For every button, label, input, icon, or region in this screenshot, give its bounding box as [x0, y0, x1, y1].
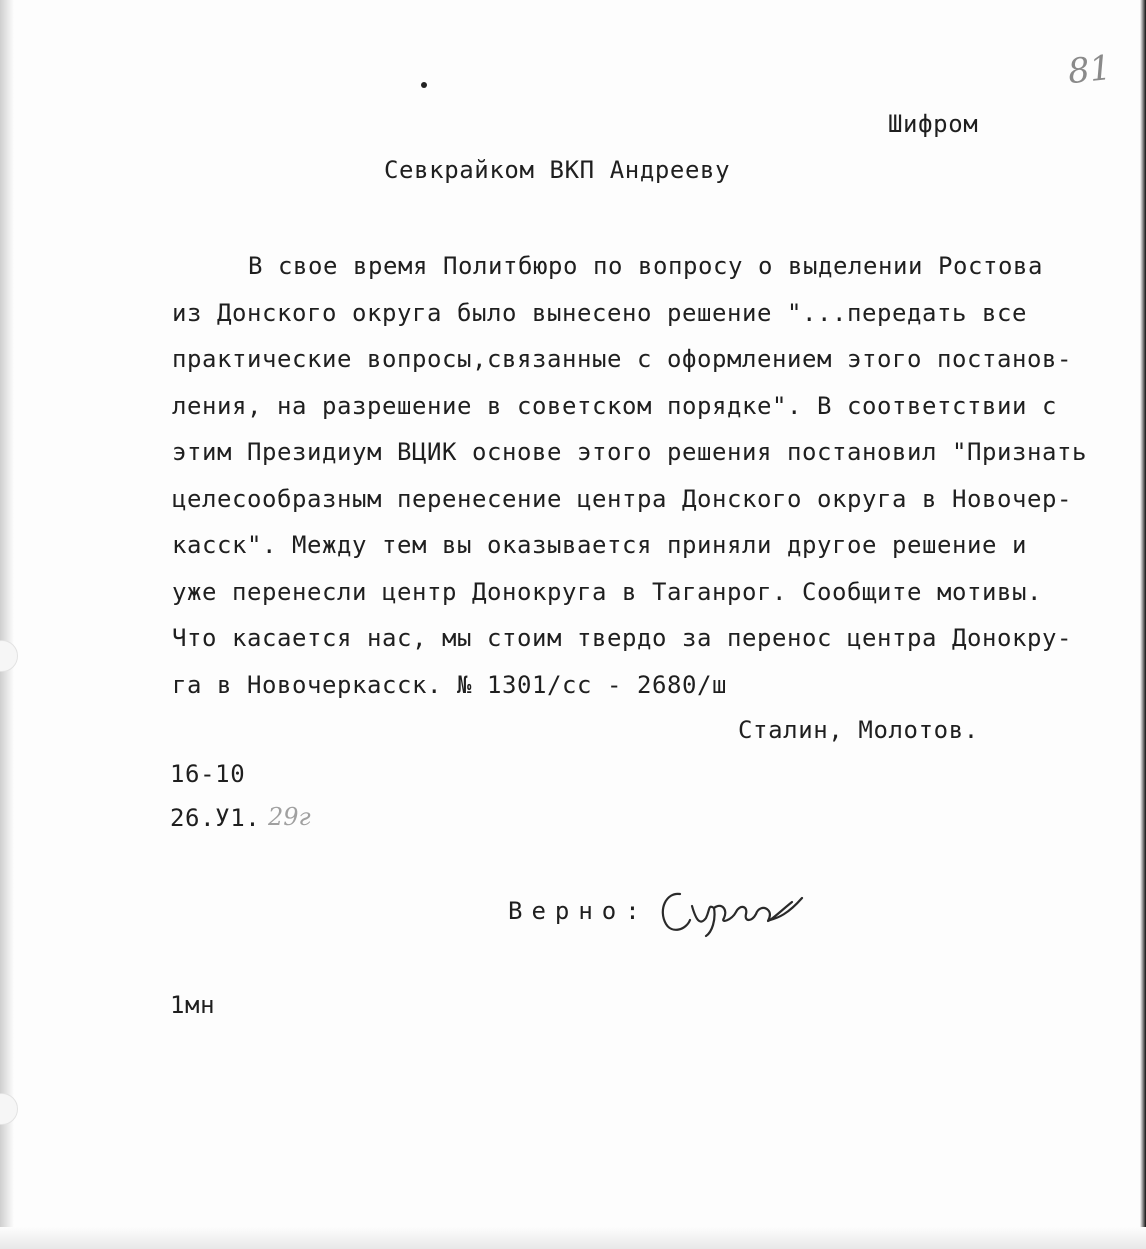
scan-edge-left: [0, 0, 14, 1249]
time-code: 16-10: [170, 760, 246, 788]
body-line: целесообразным перенесение центра Донского округа в Новочер-: [172, 484, 1072, 513]
body-line: Что касается нас, мы стоим твердо за перенос центра Донокру-: [172, 624, 1072, 652]
scan-edge-bottom: [0, 1227, 1146, 1249]
body-line: ления, на разрешение в советском порядке". В соответствии с: [172, 391, 1057, 420]
folio-number: 81: [1066, 47, 1114, 93]
body-line: В свое время Политбюро по вопросу о выделении Ростова: [248, 252, 1043, 280]
punch-hole: [0, 1093, 18, 1125]
body-line: касск". Между тем вы оказывается приняли другое решение и: [172, 531, 1027, 559]
date-typed: 26.У1.: [170, 804, 261, 832]
signature: [652, 880, 812, 940]
date-handwritten: 29г: [268, 803, 311, 831]
scan-edge-right: [1140, 0, 1146, 1249]
body-line: уже перенесли центр Донокруга в Таганрог. Сообщите мотивы.: [172, 577, 1042, 606]
body-line: из Донского округа было вынесено решение "...передать все: [172, 298, 1027, 327]
cipher-mark: Шифром: [888, 110, 979, 138]
body-line: практические вопросы,связанные с оформлением этого постанов-: [172, 345, 1072, 373]
copies-count: 1мн: [170, 991, 216, 1019]
telegram-body: [172, 254, 1087, 719]
addressee: Севкрайком ВКП Андрееву: [384, 156, 731, 184]
verified-label: Верно:: [508, 897, 649, 925]
body-line: га в Новочеркасск. № 1301/сс - 2680/ш: [172, 670, 727, 699]
body-line: этим Президиум ВЦИК основе этого решения постановил "Признать: [172, 438, 1087, 466]
signers: Сталин, Молотов.: [738, 716, 979, 744]
ink-dot: [421, 82, 427, 88]
punch-hole: [0, 640, 18, 672]
